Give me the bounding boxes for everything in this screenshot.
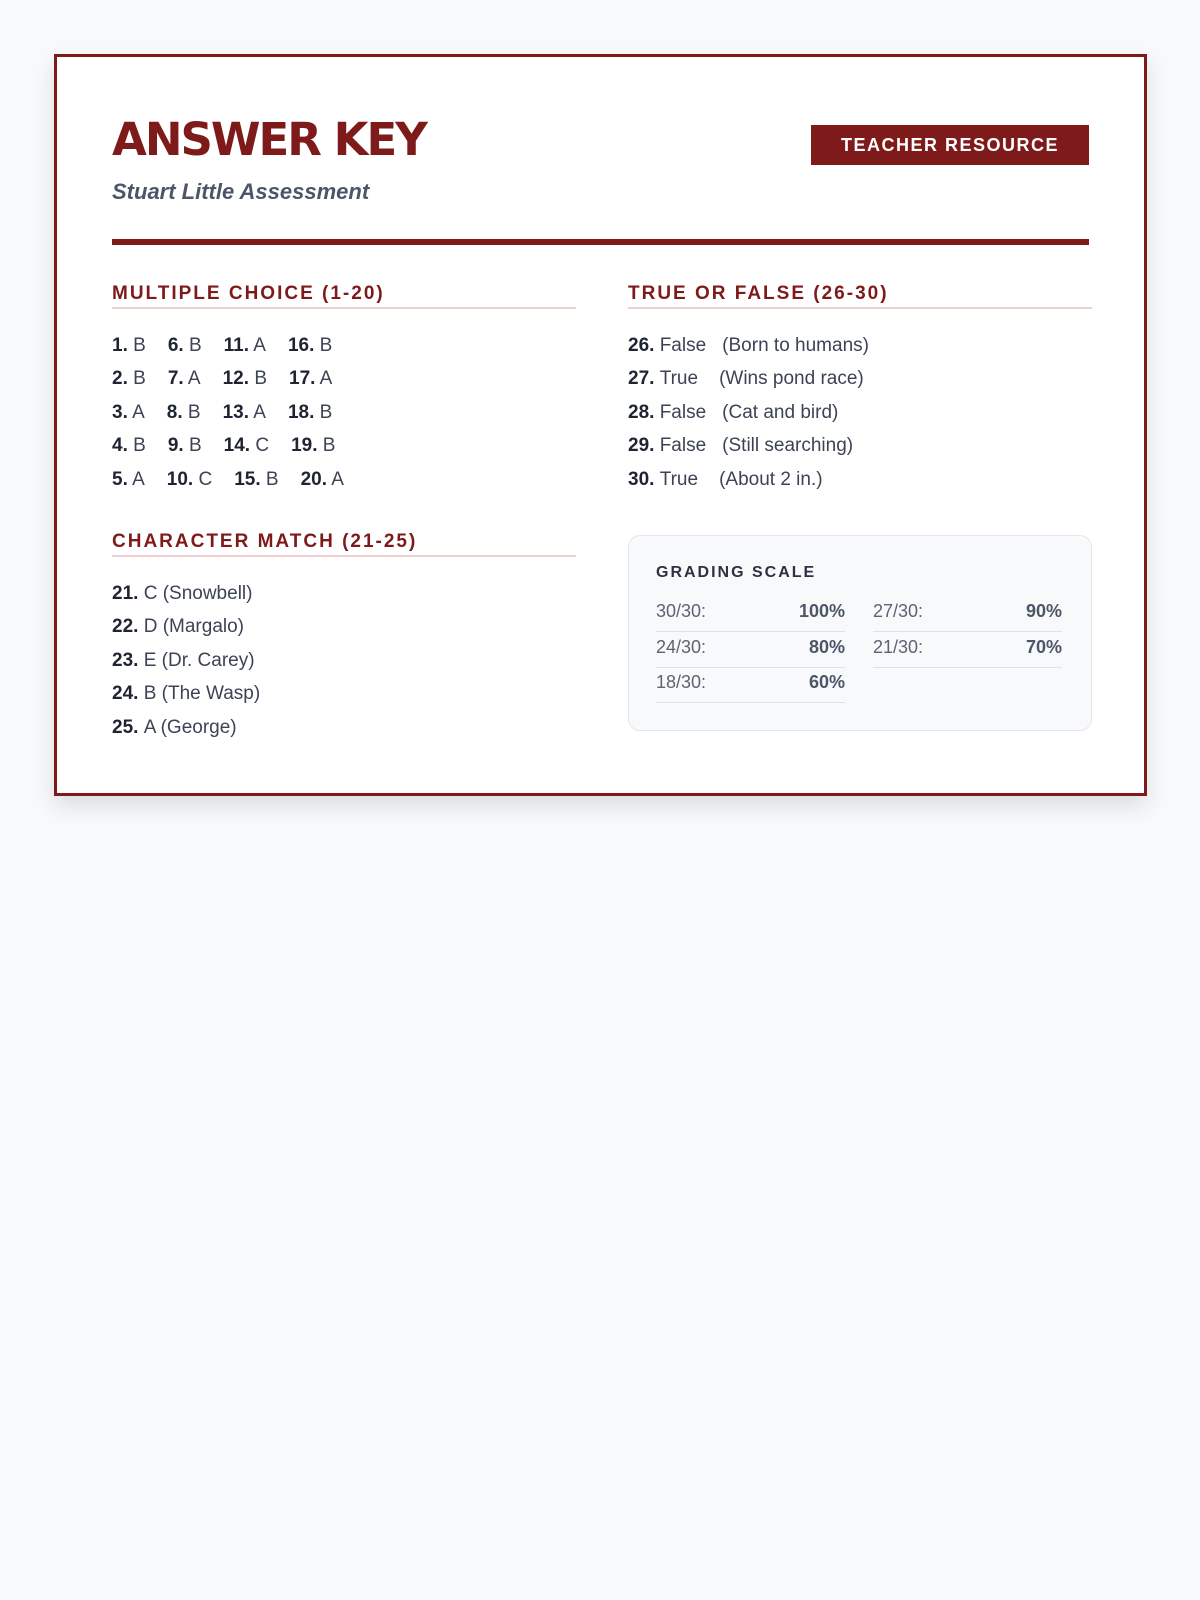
grade-row [873,596,1062,632]
grade-score: 27/30: [873,601,924,621]
mc-row [112,329,576,363]
grade-score: 24/30: [656,637,707,657]
grade-percent: 90% [1025,601,1062,621]
grade-score: 21/30: [873,637,924,657]
mc-row [112,463,576,497]
tf-answer: 26. False (Born to humans) [628,334,869,356]
teacher-resource-badge: TEACHER RESOURCE [811,125,1089,165]
mc-answer: 13. A [222,401,266,423]
grading-scale-box [628,535,1092,731]
grade-score: 18/30: [656,672,707,692]
tf-answer: 27. True (Wins pond race) [628,368,864,390]
mc-answer: 5. A [112,468,145,490]
mc-row [112,430,576,464]
grade-percent: 80% [808,637,845,657]
header [112,113,1089,245]
mc-row [112,363,576,397]
mc-answer: 1. B [112,334,146,356]
mc-answer: 14. C [223,435,270,457]
tf-answer: 30. True (About 2 in.) [628,468,823,490]
character-answer: 21. C (Snowbell) [112,582,253,604]
mc-answer: 8. B [166,401,201,423]
character-answer: 25. A (George) [112,716,237,738]
true-false-section [628,283,1092,497]
mc-answer: 20. A [300,468,344,490]
page-subtitle: Stuart Little Assessment [112,179,370,204]
mc-answer: 3. A [112,401,145,423]
page-title: ANSWER KEY [112,113,426,166]
true-false-heading: TRUE OR FALSE (26-30) [628,283,1092,309]
character-answer: 23. E (Dr. Carey) [112,649,255,671]
mc-answer: 11. A [223,334,266,356]
multiple-choice-heading: MULTIPLE CHOICE (1-20) [112,283,576,309]
tf-answer: 29. False (Still searching) [628,435,854,457]
mc-answer: 19. B [291,435,336,457]
grade-row [873,632,1062,668]
grade-row [656,596,845,632]
answer-key-card [54,54,1147,796]
mc-answer: 12. B [222,368,267,390]
mc-answer: 6. B [167,334,202,356]
mc-answer: 4. B [112,435,146,457]
character-match-section [112,531,576,745]
mc-row [112,396,576,430]
mc-answer: 7. A [167,368,201,390]
grade-percent: 60% [808,672,845,692]
character-match-heading: CHARACTER MATCH (21-25) [112,531,576,557]
grade-row [656,632,845,668]
mc-answer: 16. B [287,334,333,356]
mc-answer: 10. C [166,468,213,490]
grade-score: 30/30: [656,601,707,621]
grading-scale-title: GRADING SCALE [656,564,817,581]
mc-answer: 15. B [234,468,279,490]
character-answer: 24. B (The Wasp) [112,683,261,705]
grade-row [656,667,845,703]
mc-answer: 2. B [112,368,146,390]
mc-answer: 18. B [287,401,333,423]
grade-percent: 100% [798,601,845,621]
mc-answer: 9. B [167,435,202,457]
grade-percent: 70% [1025,637,1062,657]
mc-answer: 17. A [289,368,333,390]
character-answer: 22. D (Margalo) [112,616,245,638]
tf-answer: 28. False (Cat and bird) [628,401,839,423]
multiple-choice-section [112,283,576,497]
